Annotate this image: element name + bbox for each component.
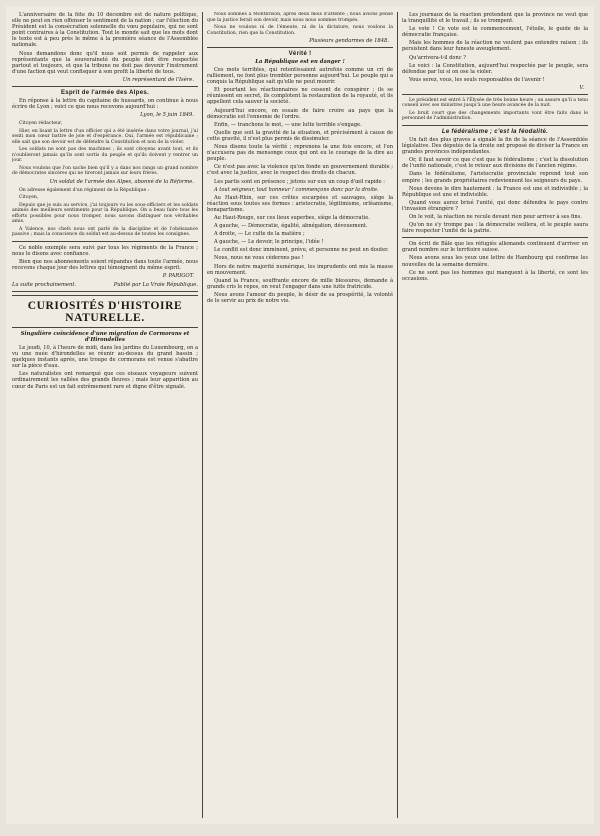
paragraph: Les partis sont en présence ; jetons sur eux un coup d'œil rapide : — [214, 178, 386, 185]
author-signature: P. PARIGOT. — [162, 273, 194, 279]
feature-title: CURIOSITÉS D'HISTOIRE NATURELLE. — [27, 300, 183, 324]
paragraph: Le conflit est donc imminent, prévu, et personne ne peut en douter. — [214, 247, 389, 254]
divider — [402, 237, 588, 238]
paragraph: A gauche, — Démocratie, égalité, abnégation, dévouement. — [214, 223, 368, 230]
continuation-note: La suite prochainement. — [12, 282, 77, 288]
publisher-note: Publié par La Vraie République. — [113, 282, 198, 288]
paragraph: Au Haut-Rhin, sur ces crêtes escarpées et sauvages, siège la réaction sous toutes ses formes : aristocratie, légitimisme, orléanisme, bonapartisme. — [207, 194, 393, 213]
divider — [12, 241, 198, 242]
paragraph: Le vote ! Ce vote est le commencement, l'étoile, le guide de la démocratie française. — [402, 26, 588, 39]
paragraph: Nous disons toute la vérité ; reprenons la une fois encore, et l'on n'accusera pas de mensonge ceux qui ont eu le courage de la dire au peuple. — [207, 144, 393, 163]
paragraph: Un fait des plus graves a signalé la fin de la séance de l'Assemblée législative. Des députés de la droite ont proposé de diviser la France en grandes provinces indépendantes. — [402, 136, 588, 156]
column-rule-right — [397, 12, 398, 818]
section-heading: Le fédéralisme ; c'est la féodalité. — [441, 128, 549, 135]
letter-block — [12, 188, 198, 238]
paragraph: A droite, — Le culte de la matière ; — [214, 231, 305, 238]
divider — [402, 94, 588, 95]
section-subheading: La République est en danger ! — [255, 59, 345, 65]
salutation: Citoyen rédacteur, — [19, 121, 63, 127]
paragraph: Le bruit court que des changements importants vont être faits dans le personnel de l'administration. — [402, 110, 588, 122]
column-rule-left — [202, 12, 203, 818]
paragraph: On le voit, la réaction ne recule devant rien pour arriver à ses fins. — [409, 213, 582, 220]
signature: V. — [579, 84, 584, 91]
salutation: Citoyen, — [19, 195, 39, 201]
paragraph: Ce n'est pas avec la violence qu'on fonde un gouvernement durable ; c'est avec la justice, avec le respect des droits de chacun. — [207, 164, 393, 177]
paragraph: Ces mots terribles, qui retentissaient autrefois comme un cri de ralliement, ne font plus trembler personne aujourd'hui. Le peuple qui a conquis la République sait qu'elle ne peut mourir. — [207, 67, 393, 86]
news-brief — [402, 98, 588, 122]
quote: A tout seigneur, tout honneur ! commençons donc par la droite. — [214, 186, 379, 193]
footer-line — [12, 282, 198, 288]
paragraph: Qu'arrivera-t-il donc ? — [409, 54, 466, 61]
paragraph: Aujourd'hui encore, on essaie de faire croire au pays que la démocratie est l'ennemie de l'ordre. — [207, 107, 393, 120]
paragraph: Ce ne sont pas les hommes qui manquent à la liberté, ce sont les occasions. — [402, 269, 588, 282]
paragraph: Nous demandons donc qu'il nous soit permis de rappeler aux représentants que la souveraineté du peuple doit être respectée partout et toujours, et que la tribune ne doit pas devenir l'instrument d'une faction qui veut confisquer à son profit la liberté de tous. — [12, 50, 198, 75]
paragraph: A Valence, nos chefs nous ont parlé de la discipline et de l'obéissance passive ; mais la conscience du soldat est au-dessus de toutes les consignes. — [12, 226, 198, 238]
newspaper-page — [6, 6, 594, 824]
paragraph: Au Haut-Rouge, sur ces lieux superbes, siège la démocratie. — [214, 214, 370, 221]
paragraph: Le président est entré à l'Élysée de très bonne heure ; on assure qu'il a tenu conseil avec ses ministres jusqu'à une heure avancée de la nuit. — [402, 97, 588, 109]
paragraph: Les journaux de la réaction prétendent que la province ne veut que la tranquillité et le travail ; ils se trompent. — [402, 12, 588, 25]
paragraph: Bien que nos abonnements soient répandus dans toute l'armée, nous recevons chaque jour des lettres qui témoignent du même esprit. — [12, 258, 198, 271]
paragraph: Nous avons l'amour du peuple, le désir de sa prospérité, la volonté de le servir au prix de notre vie. — [207, 291, 393, 304]
paragraph: Nous voulons que l'on sache bien qu'il y a dans nos rangs un grand nombre de démocrates sincères qui ne tireront jamais sur leurs frères. — [12, 165, 198, 177]
paragraph: Hier, en lisant la lettre d'un officier qui a été insérée dans votre journal, j'ai senti mon cœur battre de joie et d'espérance. Oui, l'armée est républicaine ; elle sait que son devoir est de défendre la Constitution et non de la violer. — [12, 128, 198, 145]
paragraph: Or, il faut savoir ce que c'est que le fédéralisme ; c'est la dissolution de l'unité nationale, c'est le retour aux divisions de l'ancien régime. — [402, 157, 588, 170]
paragraph: Quand vous aurez brisé l'unité, qui donc défendra le pays contre l'invasion étrangère ? — [402, 199, 588, 212]
paragraph: Nous avons sous les yeux une lettre de Hambourg qui confirme les nouvelles de la semaine dernière. — [402, 255, 588, 268]
paragraph: Nous ne voulons ni de l'émeute, ni de la dictature, nous voulons la Constitution, rien que la Constitution. — [207, 25, 393, 36]
paragraph: Dans le fédéralisme, l'aristocratie provinciale reprend tout son empire ; les grands propriétaires redeviennent les seigneurs du pays. — [402, 171, 588, 184]
paragraph: Enfin, — tranchons le mot, — une lutte terrible s'engage. — [214, 121, 362, 128]
paragraph: Ce noble exemple sera suivi par tous les régiments de la France ; nous le disons avec confiance. — [12, 244, 198, 257]
paragraph: Les naturalistes ont remarqué que ces oiseaux voyageurs suivent ordinairement les vallées des grands fleuves ; mais leur apparition au cœur de Paris est un fait extrêmement rare et digne d'être signalé. — [12, 371, 198, 390]
paragraph: Vous serez, vous, les seuls responsables de l'avenir ! — [409, 76, 545, 83]
paragraph: Qu'on ne s'y trompe pas : la démocratie veillera, et le peuple saura faire respecter l'unité de la patrie. — [402, 222, 588, 235]
paragraph: L'anniversaire de la fête du 10 décembre est de nature politique, elle ne peut en rien offenser le sentiment de la nation ; car l'élection du Président est la consécration solennelle du vœu populaire, qui ne sont point contraires à la Constitution. Tout le monde sait que les mots dont le texte est à peu près le même à la première séance de l'Assemblée nationale. — [12, 12, 198, 49]
dateline: Lyon, le 5 juin 1849. — [140, 112, 194, 119]
paragraph: Depuis que je suis au service, j'ai toujours vu les sous-officiers et les soldats animés des meilleurs sentiments pour la République. On a beau faire tous les efforts possibles pour nous tromper, nous savons distinguer nos véritables amis. — [12, 202, 198, 225]
divider — [402, 125, 588, 126]
paragraph: Quand la France, souffrante encore de mille blessures, demande à grands cris le repos, on veut l'engager dans une lutte fratricide. — [207, 277, 393, 290]
paragraph: Hors de notre majorité numérique, les imprudents ont mis la masse en mouvement. — [207, 263, 393, 276]
paragraph: A gauche, — Le devoir, le principe, l'idée ! — [214, 239, 324, 246]
signature: Un représentant de l'Isère. — [122, 76, 194, 83]
letter-block — [207, 12, 393, 36]
divider — [12, 86, 198, 87]
paragraph: Et pourtant les réactionnaires ne cessent de conspirer ; ils se réunissent en secret, ils complotent la restauration de la royauté, et ils appellent cela sauver la société. — [207, 87, 393, 106]
paragraph: Le voici : la Constitution, aujourd'hui respectée par le peuple, sera défendue par lui si on ose la violer. — [402, 62, 588, 75]
section-heading: Esprit de l'armée des Alpes. — [61, 89, 149, 96]
section-heading: Vérité ! — [288, 51, 312, 57]
paragraph: Quelle que soit la gravité de la situation, et précisément à cause de cette gravité, il n'est plus permis de dissimuler. — [207, 129, 393, 142]
paragraph: Les soldats ne sont pas des machines ; ils sont citoyens avant tout, et ils n'oublieront jamais qu'ils sont sortis du peuple et qu'ils doivent y rentrer un jour. — [12, 147, 198, 164]
divider — [207, 47, 393, 48]
feature-subtitle: Singulière coïncidence d'une migration de Cormorans et d'Hirondelles — [20, 331, 190, 343]
paragraph: En réponse à la lettre du capitaine de hussards, on continue à nous écrire de Lyon ; voici ce que nous recevons aujourd'hui : — [12, 97, 198, 111]
divider — [12, 327, 198, 328]
paragraph: Nous devons le dire hautement : la France est une et indivisible ; la République est une et indivisible. — [402, 185, 588, 198]
signature: Plusieurs gendarmes de 1848. — [309, 38, 389, 44]
paragraph: Nous sommes à Montbrison, après deux mois d'attente ; nous avions pensé que la justice ferait son devoir, mais nous nous sommes trompés. — [207, 12, 393, 23]
paragraph: Nous, nous ne vous cèderons pas ! — [214, 255, 304, 262]
paragraph: Mais les hommes de la réaction ne veulent pas entendre raison ; ils persistent dans leur funeste aveuglement. — [402, 40, 588, 53]
paragraph: On adresse également d'un régiment de la République : — [19, 187, 150, 193]
column-right — [402, 12, 588, 818]
paragraph: Le jeudi, 10, à l'heure de midi, dans les jardins du Luxembourg, on a vu une nuée d'hirondelles se réunir au-dessus du grand bassin ; quelques instants après, une troupe de cormorans est venue s'abattre sur la pièce d'eau. — [12, 345, 198, 370]
letter-block — [12, 121, 198, 177]
signature: Un soldat de l'armée des Alpes, abonné de la Réforme. — [49, 178, 194, 185]
column-left — [12, 12, 198, 818]
section-divider — [12, 291, 198, 296]
paragraph: On écrit de Bâle que les réfugiés allemands continuent d'arriver en grand nombre sur le territoire suisse. — [402, 241, 588, 254]
column-middle — [207, 12, 393, 818]
